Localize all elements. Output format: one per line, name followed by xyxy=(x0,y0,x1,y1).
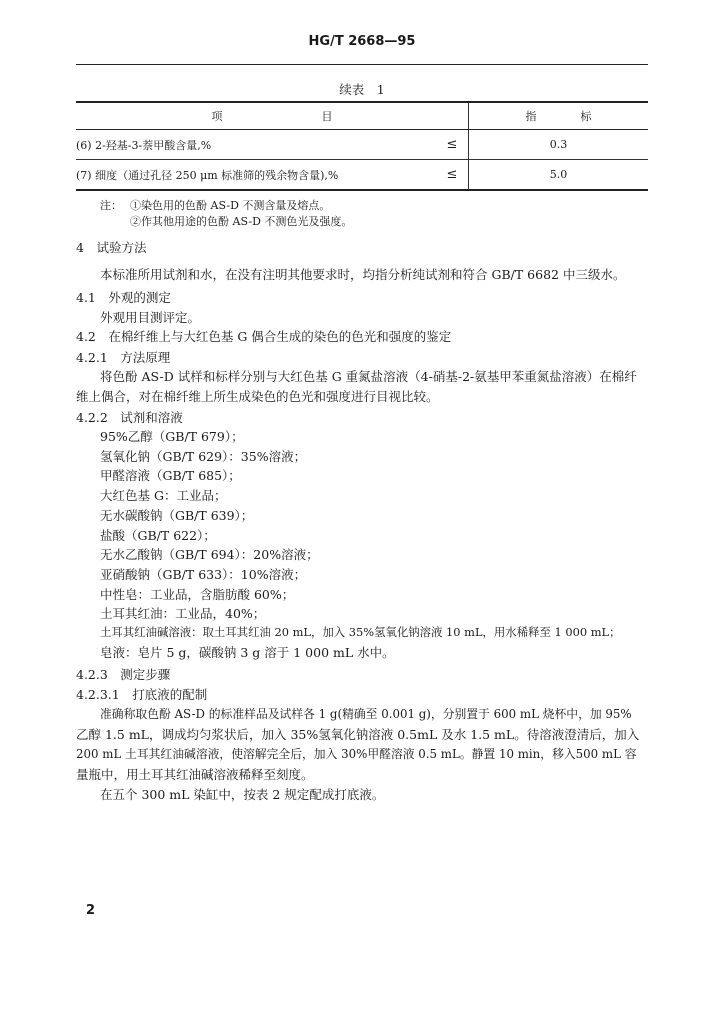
section-4-text: 本标准所用试剂和水，在没有注明其他要求时，均指分析纯试剂和符合 GB/T 6682 中三级水。 xyxy=(100,267,626,282)
section-4-2-1-title: 4.2.1 方法原理 xyxy=(76,350,171,365)
section-4-1-title: 4.1 外观的测定 xyxy=(76,290,171,305)
table-row xyxy=(76,130,648,160)
reagent-item: 土耳其红油：工业品，40%； xyxy=(100,606,266,621)
section-4-2-3-1-line-2: 乙醇 1.5 mL，调成均匀浆状后，加入 35%氢氧化钠溶液 0.5mL 及水 1.5 mL。待溶液澄清后，加入 xyxy=(76,727,640,742)
table-caption: 续表 1 xyxy=(339,82,385,97)
standard-code-header: HG/T 2668—95 xyxy=(308,34,416,49)
reagent-item: 盐酸（GB/T 622）； xyxy=(100,528,216,543)
row-item: (6) 2-羟基-3-萘甲酸含量,% xyxy=(76,130,436,160)
page-number: 2 xyxy=(86,903,96,918)
reagent-item: 亚硝酸钠（GB/T 633）：10%溶液； xyxy=(100,567,307,582)
section-4-2-3-1-line-5: 在五个 300 mL 染缸中，按表 2 规定配成打底液。 xyxy=(100,787,385,802)
section-4-2-3-1-title: 4.2.3.1 打底液的配制 xyxy=(76,687,208,702)
section-4-2-title: 4.2 在棉纤维上与大红色基 G 偶合生成的染色的色光和强度的鉴定 xyxy=(76,329,452,344)
note-2: ②作其他用途的色酚 AS-D 不测色光及强度。 xyxy=(130,215,353,228)
section-4-2-3-1-line-3: 200 mL 土耳其红油碱溶液，使溶解完全后，加入 30%甲醛溶液 0.5 mL。静置 10 min，移入500 mL 容 xyxy=(76,747,637,761)
header-rule xyxy=(76,64,648,65)
table-row xyxy=(76,160,648,191)
reagent-item: 无水乙酸钠（GB/T 694）：20%溶液； xyxy=(100,547,319,562)
row-operator: ≤ xyxy=(436,160,469,191)
section-4-title: 4 试验方法 xyxy=(76,240,147,255)
section-4-2-2-title: 4.2.2 试剂和溶液 xyxy=(76,410,183,425)
row-value: 5.0 xyxy=(469,160,649,191)
section-4-1-text: 外观用目测评定。 xyxy=(100,310,201,325)
col-header-item: 项 目 xyxy=(76,102,469,130)
reagent-item: 皂液：皂片 5 g，碳酸钠 3 g 溶于 1 000 mL 水中。 xyxy=(100,645,395,660)
section-4-2-1-line-1: 将色酚 AS-D 试样和标样分别与大红色基 G 重氮盐溶液（4-硝基-2-氨基甲苯重氮盐溶液）在棉纤 xyxy=(100,369,637,384)
col-header-index: 指 标 xyxy=(469,102,649,130)
section-4-2-1-line-2: 维上偶合，对在棉纤维上所生成染色的色光和强度进行目视比较。 xyxy=(76,389,439,404)
spec-table xyxy=(76,101,648,191)
reagent-item: 无水碳酸钠（GB/T 639）； xyxy=(100,508,254,523)
reagent-item: 甲醛溶液（GB/T 685）； xyxy=(100,468,241,483)
section-4-2-3-title: 4.2.3 测定步骤 xyxy=(76,667,171,682)
table-header-row xyxy=(76,102,648,130)
row-value: 0.3 xyxy=(469,130,649,160)
reagent-item: 土耳其红油碱溶液：取土耳其红油 20 mL，加入 35%氢氧化钠溶液 10 mL，用水稀释至 1 000 mL； xyxy=(100,625,621,639)
reagent-item: 大红色基 G：工业品； xyxy=(100,488,227,503)
row-operator: ≤ xyxy=(436,130,469,160)
reagent-item: 95%乙醇（GB/T 679）； xyxy=(100,429,244,444)
note-label: 注： xyxy=(100,199,122,212)
note-1: ①染色用的色酚 AS-D 不测含量及熔点。 xyxy=(130,199,331,212)
row-item: (7) 细度（通过孔径 250 μm 标准筛的残余物含量),% xyxy=(76,160,436,191)
section-4-2-3-1-line-4: 量瓶中，用土耳其红油碱溶液稀释至刻度。 xyxy=(76,767,314,782)
section-4-2-3-1-line-1: 准确称取色酚 AS-D 的标准样品及试样各 1 g(精确至 0.001 g)，分别置于 600 mL 烧杯中，加 95% xyxy=(100,707,632,721)
reagent-item: 氢氧化钠（GB/T 629）：35%溶液； xyxy=(100,449,307,464)
reagent-item: 中性皂：工业品，含脂肪酸 60%； xyxy=(100,587,295,602)
